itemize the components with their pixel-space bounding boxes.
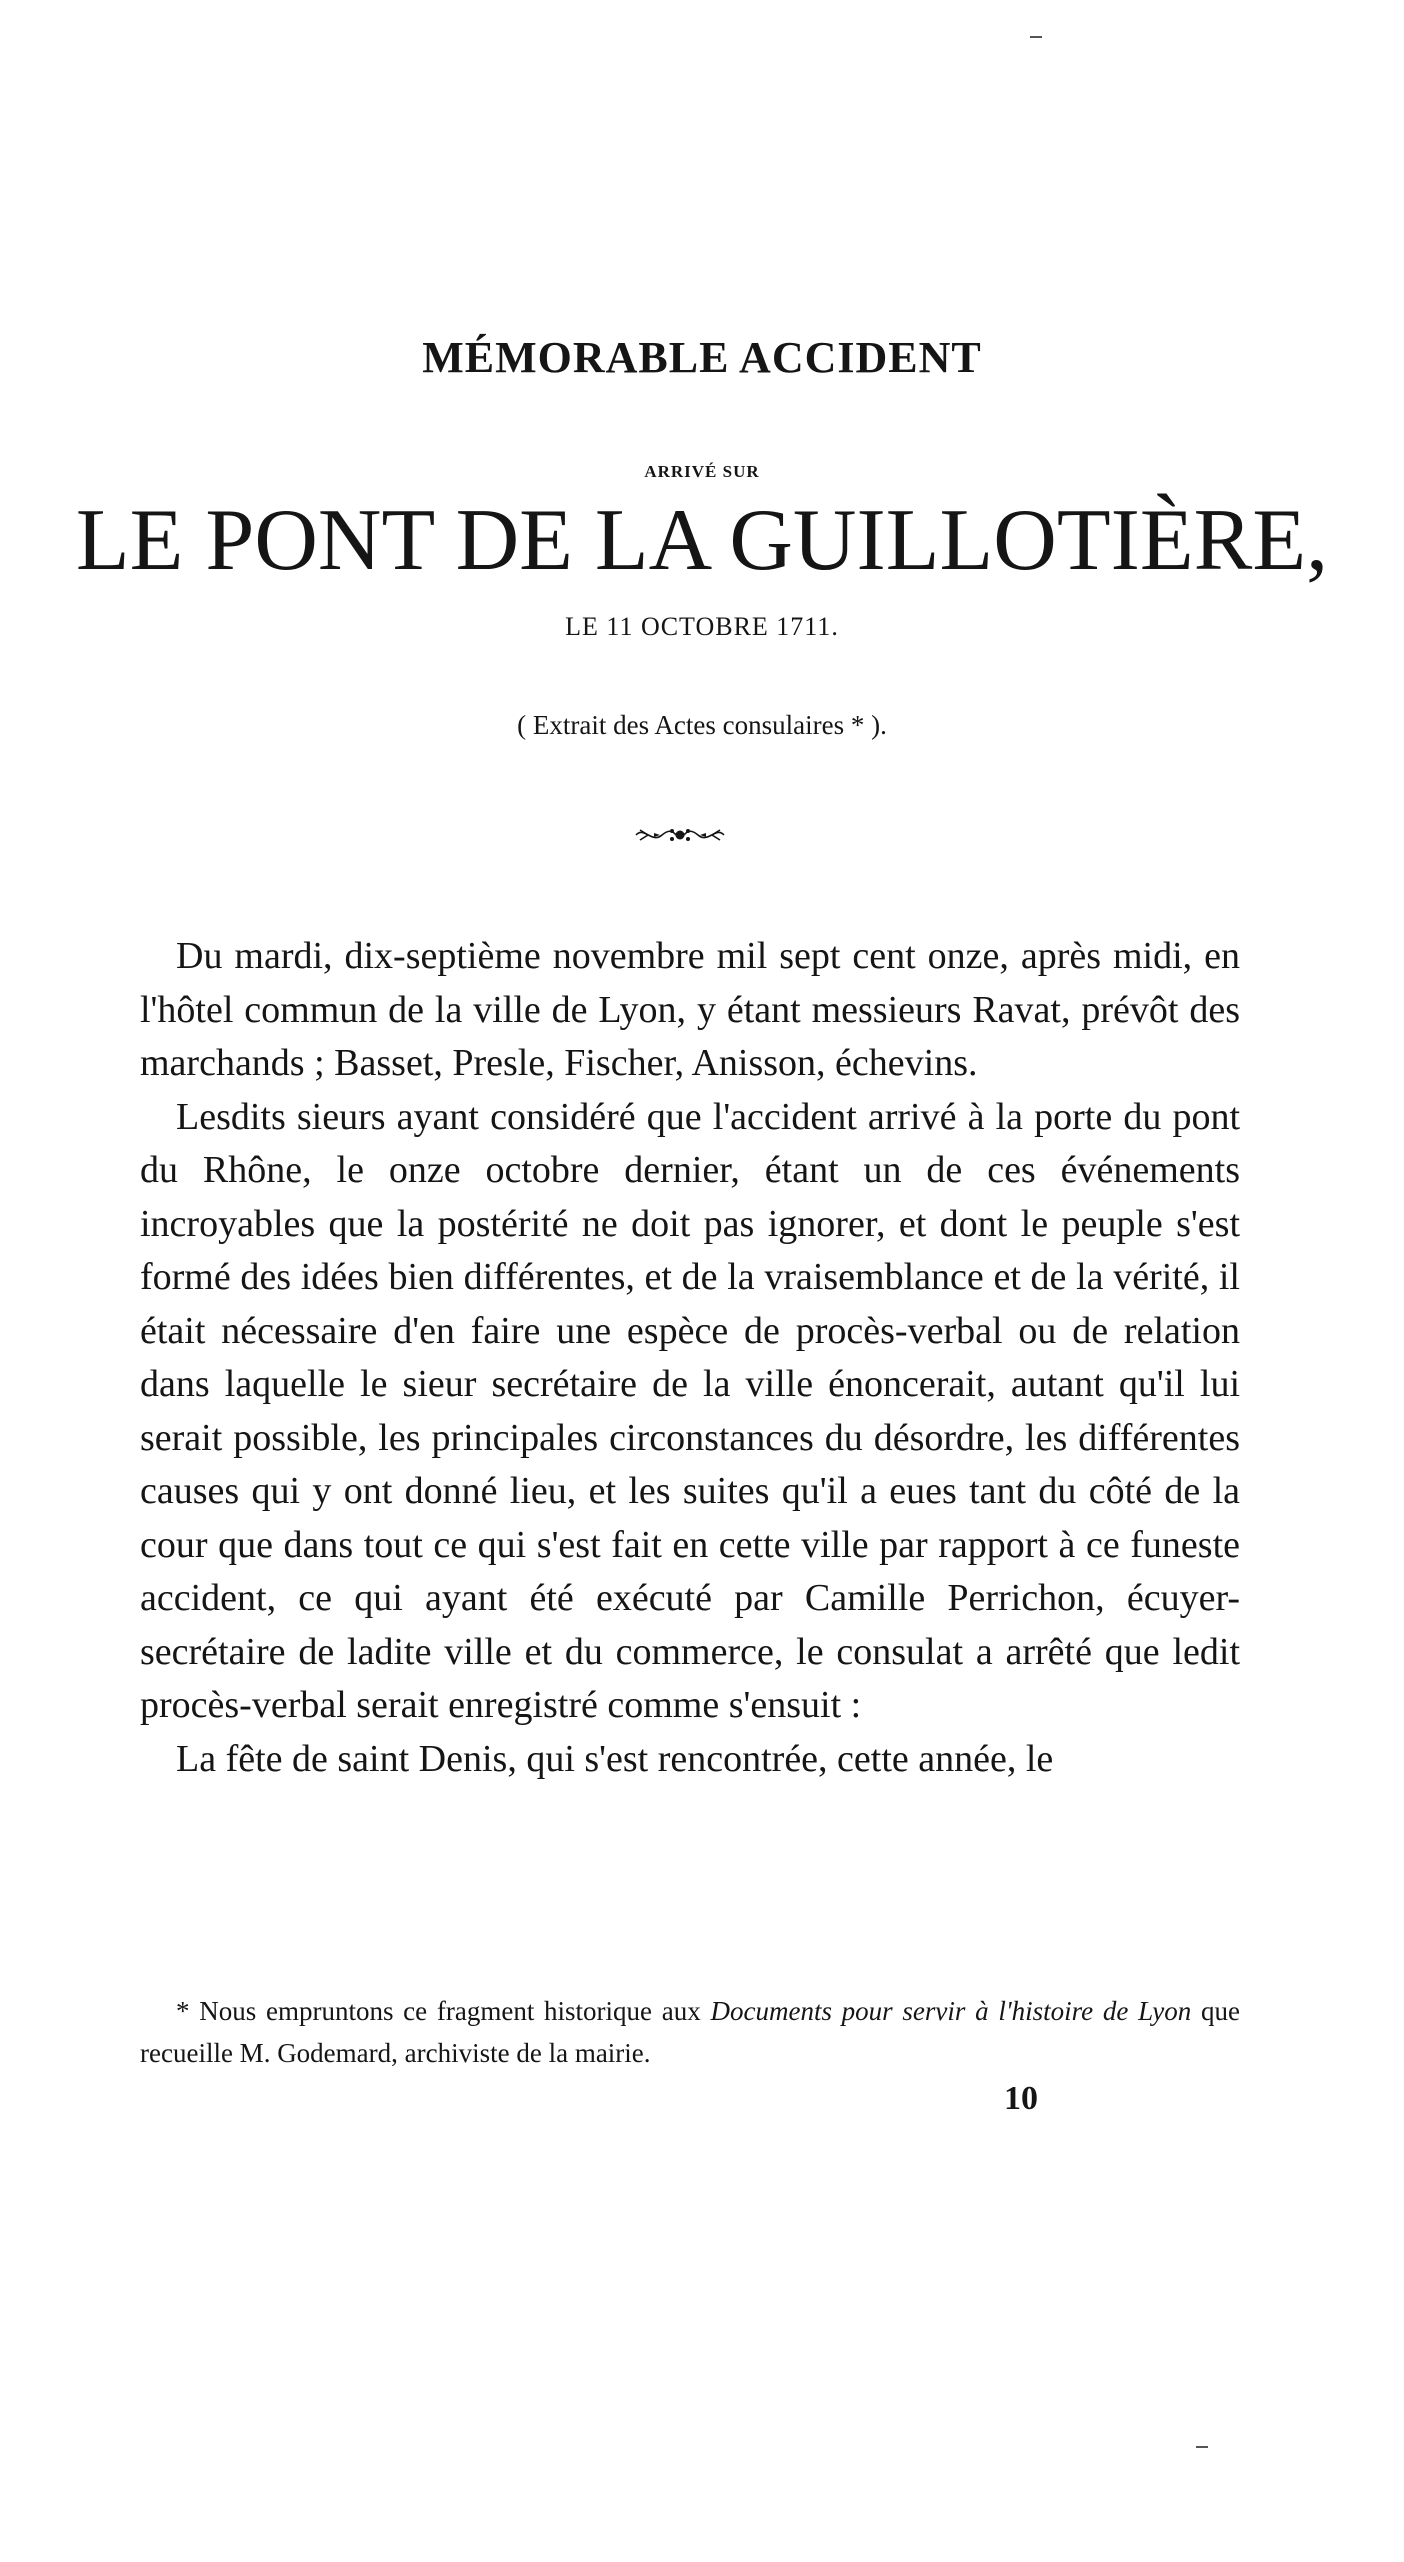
bottom-edge-mark bbox=[1196, 2446, 1208, 2448]
heading-source: ( Extrait des Actes consulaires * ). bbox=[517, 710, 887, 740]
top-edge-mark bbox=[1030, 36, 1042, 38]
paragraph-2: Lesdits sieurs ayant considéré que l'accident arrivé à la porte du pont du Rhône, le onze octobre dernier, étant un de ces événements incroyables que la postérité ne doit pas ignorer, et dont le peuple s'est formé des idées bien différentes, et de la vraisemblance et de la vérité, il était nécessaire d'en faire une espèce de procès-verbal ou de relation dans laquelle le sieur secrétaire de la ville énoncerait, autant qu'il lui serait possible, les principales circonstances du désordre, les différentes causes qui y ont donné lieu, et les suites qu'il a eues tant du côté de la cour que dans tout ce qui s'est fait en cette ville par rapport à ce funeste accident, ce qui ayant été exécuté par Camille Perrichon, écuyer-secrétaire de ladite ville et du commerce, le consulat a arrêté que ledit procès-verbal serait enregistré comme s'ensuit : bbox=[140, 1095, 1240, 1726]
footnote-italic-title: Documents pour servir à l'histoire de Lyon bbox=[710, 1996, 1192, 2026]
page-number: 10 bbox=[1004, 2080, 1038, 2117]
heading-sub: ARRIVÉ SUR bbox=[644, 462, 760, 481]
footnote-suffix: que recueille M. Godemard, archiviste de la mairie. bbox=[140, 1996, 1240, 2068]
paragraph-3: La fête de saint Denis, qui s'est rencontrée, cette année, le bbox=[176, 1737, 1054, 1780]
paragraph-1: Du mardi, dix-septième novembre mil sept cent onze, après midi, en l'hôtel commun de la ville de Lyon, y étant messieurs Ravat, prévôt des marchands ; Basset, Presle, Fischer, Anisson, échevins. bbox=[140, 935, 1240, 1084]
heading-large: LE PONT DE LA GUILLOTIÈRE, bbox=[75, 492, 1329, 589]
footnote bbox=[140, 1990, 1240, 2074]
heading-main: MÉMORABLE ACCIDENT bbox=[422, 333, 982, 382]
body-text bbox=[140, 930, 1240, 1786]
heading-date: LE 11 OCTOBRE 1711. bbox=[565, 612, 839, 641]
fleuron-ornament-icon bbox=[632, 822, 728, 848]
footnote-prefix: * Nous empruntons ce fragment historique aux bbox=[176, 1996, 711, 2026]
